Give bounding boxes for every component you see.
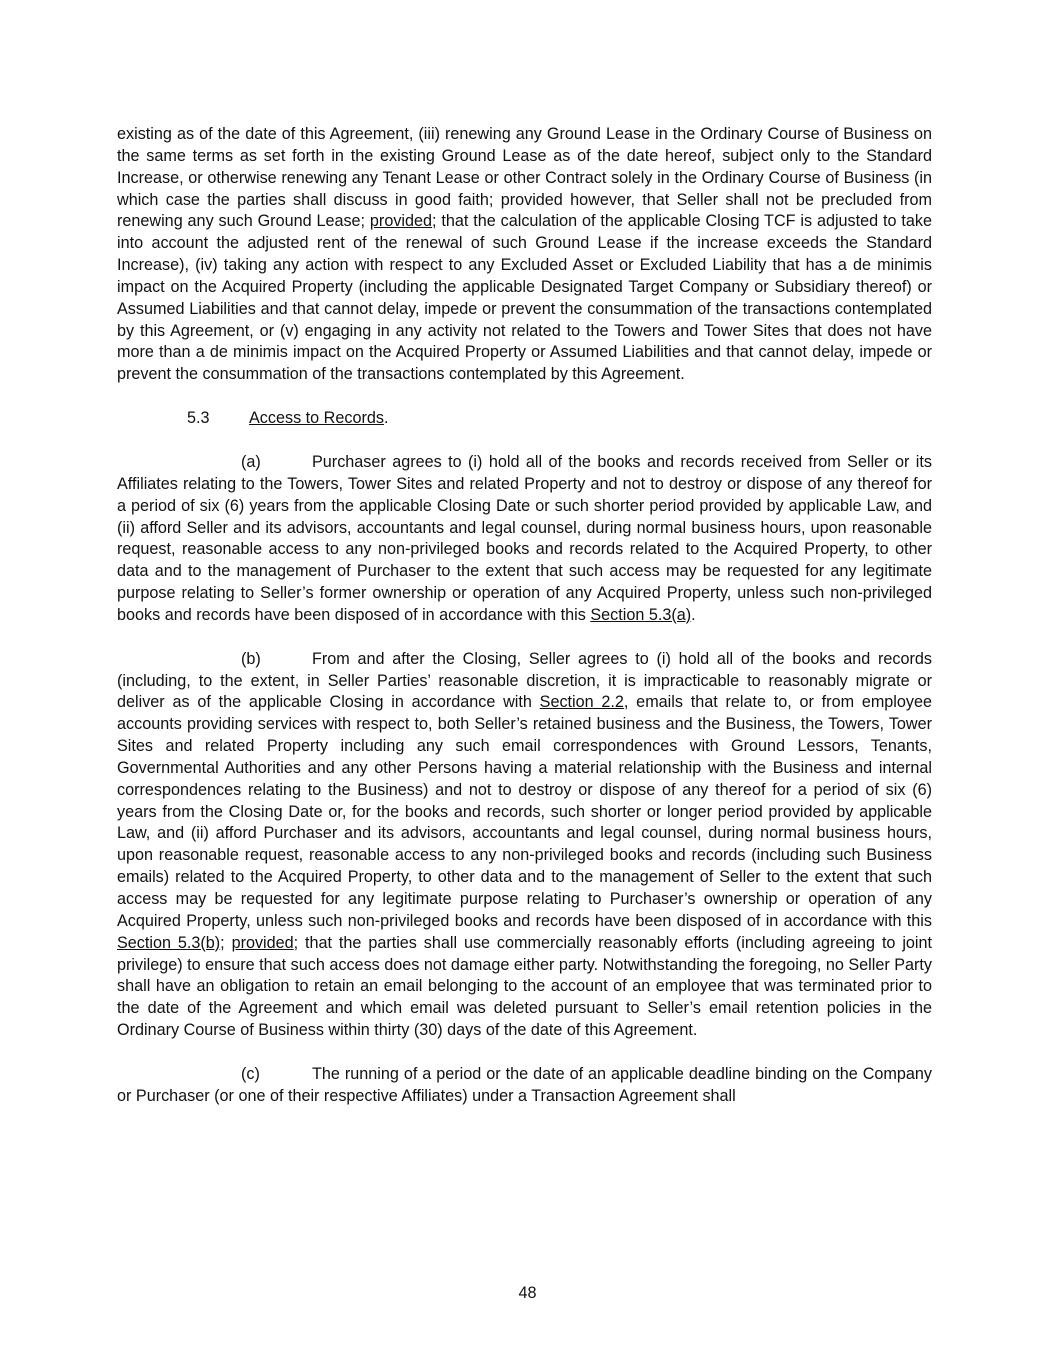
subsection-label: (a) bbox=[241, 452, 261, 471]
subsection-a bbox=[117, 452, 932, 627]
section-reference: Section 2.2 bbox=[539, 693, 624, 712]
subsection-text: From and after the Closing, Seller agrees to (i) hold all of the books and records (including, to the extent, in Seller Parties’ reasonable discretion, it is impracticable to reasonably migrate or deliver as of the applicable Closing in accordance with bbox=[117, 649, 932, 712]
subsection-text: The running of a period or the date of an applicable deadline binding on the Company or Purchaser (or one of their respective Affiliates) under a Transaction Agreement shall bbox=[117, 1064, 932, 1105]
continuation-paragraph bbox=[117, 124, 932, 386]
subsection-b bbox=[117, 649, 932, 1042]
paragraph-text: ; that the calculation of the applicable Closing TCF is adjusted to take into account the adjusted rent of the renewal of such Ground Lease if the increase exceeds the Standard Increase), (iv) taking any action with respect to any Excluded Asset or Excluded Liability that has a de minimis impact on the Acquired Property (including the applicable Designated Target Company or Subsidiary thereof) or Assumed Liabilities and that cannot delay, impede or prevent the consummation of the transactions contemplated by this Agreement, or (v) engaging in any activity not related to the Towers and Tower Sites that does not have more than a de minimis impact on the Acquired Property or Assumed Liabilities and that cannot delay, impede or prevent the consummation of the transactions contemplated by this Agreement. bbox=[117, 212, 932, 384]
subsection-label: (b) bbox=[241, 649, 261, 668]
subsection-text: ; that the parties shall use commercially reasonably efforts (including agreeing to joint privilege) to ensure that such access does not damage either party. Notwithstanding the foregoing, no Seller Party shall have an obligation to retain an email belonging to the account of an employee that was terminated prior to the date of the Agreement and which email was deleted pursuant to Seller’s email retention policies in the Ordinary Course of Business within thirty (30) days of the date of this Agreement. bbox=[117, 933, 933, 1040]
paragraph-text: existing as of the date of this Agreement, (iii) renewing any Ground Lease in the Ordinary Course of Business on the same terms as set forth in the existing Ground Lease as of the date hereof, subject only to the Standard Increase, or otherwise renewing any Tenant Lease or other Contract solely in the Ordinary Course of Business (in which case the parties shall discuss in good faith; provided however, that Seller shall not be precluded from renewing any such Ground Lease; bbox=[117, 125, 932, 231]
subsection-label: (c) bbox=[241, 1064, 260, 1083]
section-number: 5.3 bbox=[187, 409, 210, 428]
document-body bbox=[117, 124, 932, 1130]
provided-term: provided bbox=[231, 933, 294, 952]
subsection-text-end: . bbox=[691, 605, 696, 624]
section-title: Access to Records bbox=[249, 409, 384, 428]
subsection-c bbox=[117, 1064, 932, 1108]
page-number: 48 bbox=[518, 1284, 537, 1302]
subsection-text: Purchaser agrees to (i) hold all of the books and records received from Seller or its Affiliates relating to the Towers, Tower Sites and related Property and not to destroy or dispose of any thereof for a period of six (6) years from the applicable Closing Date or such shorter period provided by applicable Law, and (ii) afford Seller and its advisors, accountants and legal counsel, during normal business hours, upon reasonable request, reasonable access to any non-privileged books and records related to the Acquired Property, to other data and to the management of Purchaser to the extent that such access may be requested for any legitimate purpose relating to Seller’s former ownership or operation of any Acquired Property, unless such non-privileged books and records have been disposed of in accordance with this bbox=[117, 452, 932, 624]
subsection-text: ; bbox=[220, 933, 232, 952]
section-reference: Section 5.3(b) bbox=[117, 933, 221, 952]
provided-term: provided bbox=[369, 212, 433, 231]
subsection-text: , emails that relate to, or from employee accounts providing services with respect to, both Seller’s retained business and the Business, the Towers, Tower Sites and related Property including any such email correspondences with Ground Lessors, Tenants, Governmental Authorities and any other Persons having a material relationship with the Business and internal correspondences relating to the Business) and not to destroy or dispose of any thereof for a period of six (6) years from the Closing Date or, for the books and records, such shorter or longer period provided by applicable Law, and (ii) afford Purchaser and its advisors, accountants and legal counsel, during normal business hours, upon reasonable request, reasonable access to any non-privileged books and records (including such Business emails) related to the Acquired Property, to other data and to the management of Seller to the extent that such access may be requested for any legitimate purpose relating to Purchaser’s ownership or operation of any Acquired Property, unless such non-privileged books and records have been disposed of in accordance with this bbox=[117, 693, 933, 930]
section-reference: Section 5.3(a) bbox=[590, 605, 692, 624]
section-title-period: . bbox=[383, 409, 389, 428]
section-heading bbox=[117, 408, 932, 430]
